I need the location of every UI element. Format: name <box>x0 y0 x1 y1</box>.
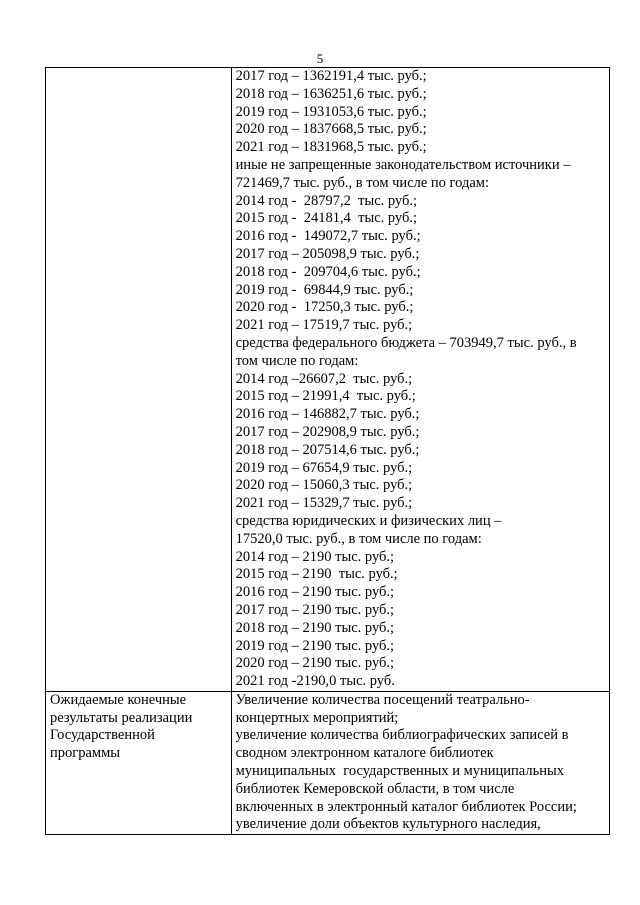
funding-line: 2020 год – 1837668,5 тыс. руб.; <box>235 121 427 138</box>
results-line: включенных в электронный каталог библиотек России; <box>235 798 577 815</box>
funding-line: 2018 год – 1636251,6 тыс. руб.; <box>235 85 427 102</box>
results-label-line: Государственной <box>50 727 155 744</box>
funding-text-cell <box>231 68 609 692</box>
results-label-line: Ожидаемые конечные <box>50 691 187 708</box>
page-number: 5 <box>316 51 324 66</box>
results-line: муниципальных государственных и муниципальных <box>235 763 564 780</box>
results-line: концертных мероприятий; <box>235 709 399 726</box>
results-label-cell <box>46 691 232 834</box>
funding-line: 2021 год – 1831968,5 тыс. руб.; <box>235 139 427 156</box>
funding-line: средства федерального бюджета – 703949,7 тыс. руб., в <box>235 334 577 351</box>
results-text-cell <box>231 691 609 834</box>
funding-line: 2017 год – 2190 тыс. руб.; <box>235 601 395 618</box>
funding-line: 2016 год – 2190 тыс. руб.; <box>235 584 395 601</box>
results-row <box>46 691 610 834</box>
funding-line: 2021 год – 17519,7 тыс. руб.; <box>235 317 413 334</box>
funding-line: 2018 год – 207514,6 тыс. руб.; <box>235 441 420 458</box>
results-line: сводном электронном каталоге библиотек <box>235 745 494 762</box>
funding-line: 2020 год – 2190 тыс. руб.; <box>235 655 395 672</box>
funding-line: 2015 год – 21991,4 тыс. руб.; <box>235 388 416 405</box>
funding-line: 2019 год – 2190 тыс. руб.; <box>235 637 395 654</box>
funding-line: 721469,7 тыс. руб., в том числе по годам: <box>235 174 489 191</box>
results-line: библиотек Кемеровской области, в том числе <box>235 780 515 797</box>
results-line: Увеличение количества посещений театрально- <box>235 691 530 708</box>
results-label-line: программы <box>50 745 120 762</box>
funding-line: 2020 год – 15060,3 тыс. руб.; <box>235 477 413 494</box>
funding-line: 2017 год – 1362191,4 тыс. руб.; <box>235 68 427 84</box>
funding-line: 2016 год – 146882,7 тыс. руб.; <box>235 406 420 423</box>
funding-line: 17520,0 тыс. руб., в том числе по годам: <box>235 530 482 547</box>
funding-line: 2015 год – 2190 тыс. руб.; <box>235 566 398 583</box>
funding-line: 2016 год - 149072,7 тыс. руб.; <box>235 228 421 245</box>
funding-line: 2018 год - 209704,6 тыс. руб.; <box>235 263 421 280</box>
funding-line: 2014 год – 2190 тыс. руб.; <box>235 548 395 565</box>
funding-line: 2014 год –26607,2 тыс. руб.; <box>235 370 413 387</box>
funding-line: 2014 год - 28797,2 тыс. руб.; <box>235 192 418 209</box>
funding-line: 2015 год - 24181,4 тыс. руб.; <box>235 210 418 227</box>
funding-line: средства юридических и физических лиц – <box>235 512 502 529</box>
funding-line: 2019 год – 67654,9 тыс. руб.; <box>235 459 413 476</box>
results-label-line: результаты реализации <box>50 709 193 726</box>
funding-line: 2021 год – 15329,7 тыс. руб.; <box>235 495 413 512</box>
funding-line: 2018 год – 2190 тыс. руб.; <box>235 619 395 636</box>
funding-line: 2017 год – 202908,9 тыс. руб.; <box>235 423 420 440</box>
funding-line: том числе по годам: <box>235 352 359 369</box>
results-line: увеличение количества библиографических записей в <box>235 727 569 744</box>
program-passport-table <box>45 67 610 835</box>
funding-row <box>46 68 610 692</box>
funding-line: 2021 год -2190,0 тыс. руб. <box>235 673 395 690</box>
funding-line: 2017 год – 205098,9 тыс. руб.; <box>235 245 420 262</box>
funding-line: 2020 год - 17250,3 тыс. руб.; <box>235 299 414 316</box>
funding-line: 2019 год - 69844,9 тыс. руб.; <box>235 281 414 298</box>
funding-line: иные не запрещенные законодательством источники – <box>235 156 571 173</box>
results-line: увеличение доли объектов культурного наследия, <box>235 816 541 833</box>
funding-line: 2019 год – 1931053,6 тыс. руб.; <box>235 103 427 120</box>
funding-label-cell <box>46 68 232 692</box>
